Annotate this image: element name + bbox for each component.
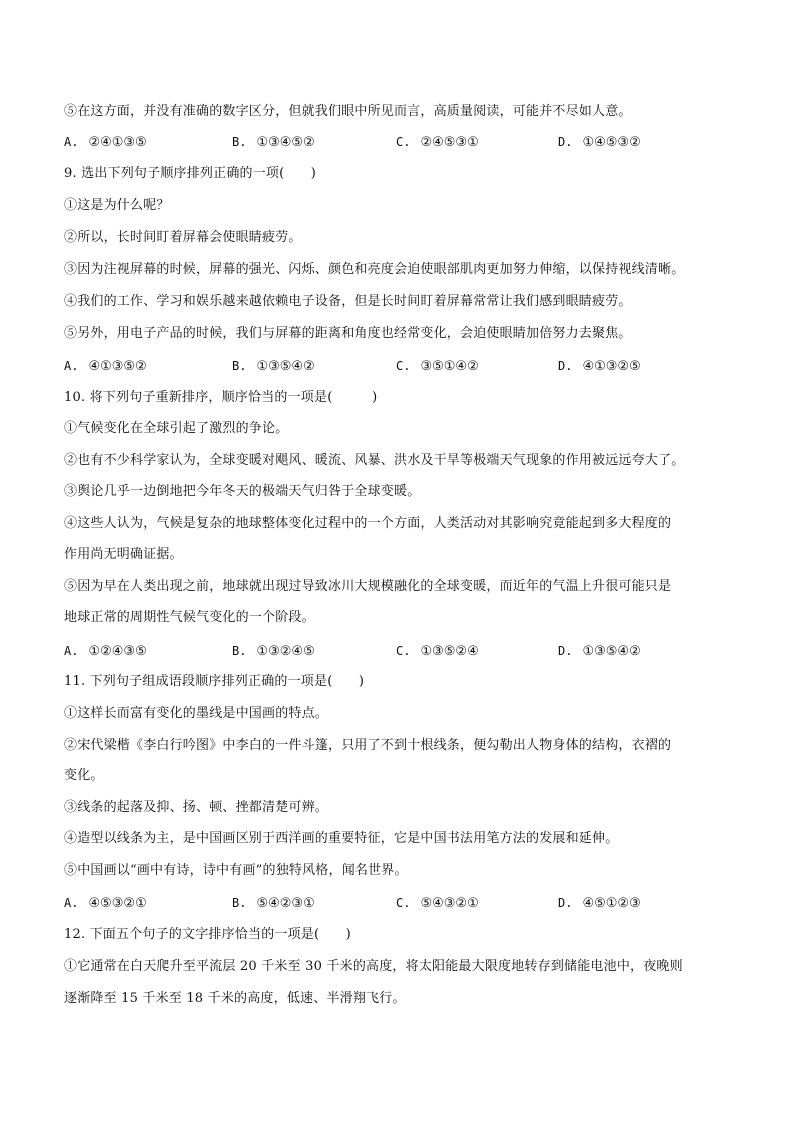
- question-title: 11. 下列句子组成语段顺序排列正确的一项是( ): [64, 674, 365, 689]
- option-sequence: ①③⑤④②: [256, 359, 315, 374]
- option-sequence: ①③②④⑤: [256, 644, 315, 659]
- answer-options: [64, 894, 734, 912]
- option-a[interactable]: [64, 894, 147, 913]
- option-sequence: ①④⑤③②: [582, 135, 641, 150]
- option-letter: C.: [396, 644, 411, 658]
- option-letter: C.: [396, 135, 411, 149]
- sentence-line: ③舆论几乎一边倒地把今年冬天的极端天气归咎于全球变暖。: [64, 484, 421, 499]
- sentence-line: ⑤另外，用电子产品的时候，我们与屏幕的距离和角度也经常变化，会迫使眼睛加倍努力去聚焦。: [64, 326, 632, 341]
- sentence-line: ⑤中国画以“画中有诗，诗中有画”的独特风格，闻名世界。: [64, 863, 408, 878]
- option-sequence: ②④①③⑤: [88, 135, 147, 150]
- sentence-line: ②也有不少科学家认为，全球变暖对飓风、暖流、风暴、洪水及干旱等极端天气现象的作用被远远夸大了。: [64, 453, 685, 468]
- option-c[interactable]: [396, 642, 479, 661]
- option-letter: B.: [232, 135, 247, 149]
- option-a[interactable]: [64, 133, 147, 152]
- option-sequence: ①③⑤④②: [582, 644, 641, 659]
- option-letter: D.: [558, 135, 573, 149]
- option-letter: A.: [64, 896, 79, 910]
- option-d[interactable]: [558, 357, 641, 376]
- option-a[interactable]: [64, 642, 147, 661]
- option-d[interactable]: [558, 642, 641, 661]
- sentence-line: ②所以，长时间盯着屏幕会使眼睛疲劳。: [64, 230, 302, 245]
- option-sequence: ③⑤①④②: [420, 359, 479, 374]
- sentence-line: ④我们的工作、学习和娱乐越来越依赖电子设备，但是长时间盯着屏幕常常让我们感到眼睛疲劳。: [64, 294, 632, 309]
- option-sequence: ⑤④②③①: [256, 896, 315, 911]
- option-letter: A.: [64, 359, 79, 373]
- answer-options: [64, 133, 734, 151]
- option-letter: A.: [64, 135, 79, 149]
- option-b[interactable]: [232, 133, 315, 152]
- sentence-line: ②宋代梁楷《李白行吟图》中李白的一件斗篷，只用了不到十根线条，便勾勒出人物身体的结构，衣褶的: [64, 738, 672, 753]
- option-c[interactable]: [396, 894, 479, 913]
- option-sequence: ⑤④③②①: [420, 896, 479, 911]
- option-letter: C.: [396, 896, 411, 910]
- sentence-line: ③线条的起落及抑、扬、顿、挫都清楚可辨。: [64, 800, 329, 815]
- question-title: 9. 选出下列句子顺序排列正确的一项( ): [64, 166, 317, 181]
- option-letter: B.: [232, 896, 247, 910]
- question-title: 10. 将下列句子重新排序，顺序恰当的一项是( ): [64, 390, 378, 405]
- option-a[interactable]: [64, 357, 147, 376]
- sentence-line: 逐渐降至 15 千米至 18 千米的高度，低速、半滑翔飞行。: [64, 991, 406, 1006]
- option-d[interactable]: [558, 894, 641, 913]
- option-c[interactable]: [396, 133, 479, 152]
- option-letter: D.: [558, 896, 573, 910]
- sentence-line: ④这些人认为，气候是复杂的地球整体变化过程中的一个方面，人类活动对其影响究竟能起到多大程度的: [64, 516, 672, 531]
- option-letter: A.: [64, 644, 79, 658]
- sentence-line: ①这是为什么呢？: [64, 198, 170, 213]
- option-letter: D.: [558, 644, 573, 658]
- option-b[interactable]: [232, 642, 315, 661]
- option-sequence: ②④⑤③①: [420, 135, 479, 150]
- option-sequence: ④①③②⑤: [582, 359, 641, 374]
- option-sequence: ①③⑤②④: [420, 644, 479, 659]
- sentence-line: ④造型以线条为主，是中国画区别于西洋画的重要特征，它是中国书法用笔方法的发展和延伸。: [64, 831, 619, 846]
- sentence-line: ①它通常在白天爬升至平流层 20 千米至 30 千米的高度，将太阳能最大限度地转存到储能电池中，夜晚则: [64, 959, 683, 974]
- answer-options: [64, 357, 734, 375]
- option-letter: B.: [232, 644, 247, 658]
- option-letter: D.: [558, 359, 573, 373]
- sentence-line: ③因为注视屏幕的时候，屏幕的强光、闪烁、颜色和亮度会迫使眼部肌肉更加努力伸缩，以保持视线清晰。: [64, 262, 685, 277]
- sentence-line: 变化。: [64, 768, 104, 783]
- option-letter: C.: [396, 359, 411, 373]
- option-letter: B.: [232, 359, 247, 373]
- option-sequence: ①③④⑤②: [256, 135, 315, 150]
- sentence-line: 作用尚无明确证据。: [64, 547, 183, 562]
- option-c[interactable]: [396, 357, 479, 376]
- option-sequence: ①②④③⑤: [88, 644, 147, 659]
- question-title: 12. 下面五个句子的文字排序恰当的一项是( ): [64, 927, 351, 942]
- option-sequence: ④⑤①②③: [582, 896, 641, 911]
- option-sequence: ④①③⑤②: [88, 359, 147, 374]
- sentence-line: ①气候变化在全球引起了激烈的争论。: [64, 421, 289, 436]
- sentence-line: ⑤因为早在人类出现之前，地球就出现过导致冰川大规模融化的全球变暖，而近年的气温上升很可能只是: [64, 579, 672, 594]
- option-b[interactable]: [232, 357, 315, 376]
- option-d[interactable]: [558, 133, 641, 152]
- answer-options: [64, 642, 734, 660]
- sentence-line: ①这样长而富有变化的墨线是中国画的特点。: [64, 706, 329, 721]
- sentence-line: 地球正常的周期性气候气变化的一个阶段。: [64, 610, 315, 625]
- option-b[interactable]: [232, 894, 315, 913]
- option-sequence: ④⑤③②①: [88, 896, 147, 911]
- sentence-line: ⑤在这方面，并没有准确的数字区分，但就我们眼中所见而言，高质量阅读，可能并不尽如人意。: [64, 104, 632, 119]
